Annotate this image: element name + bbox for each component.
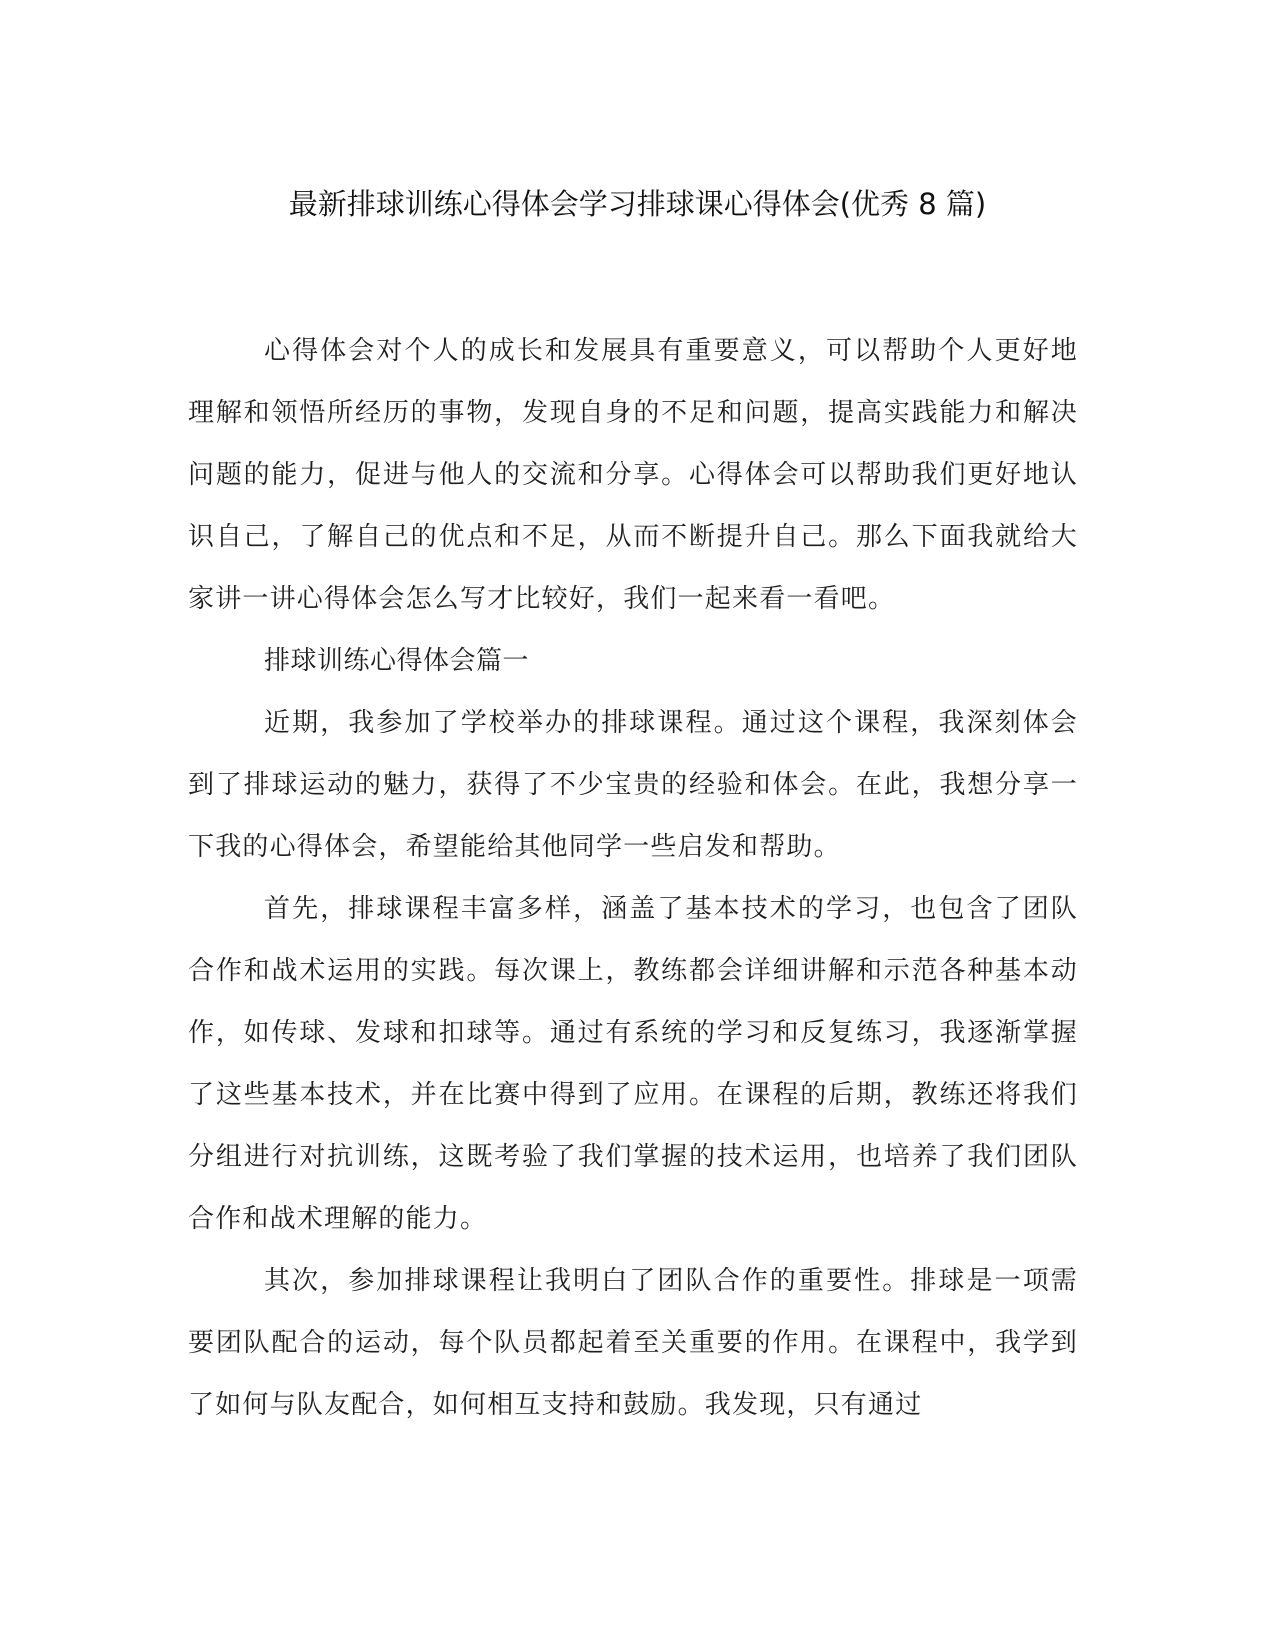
section-heading: 排球训练心得体会篇一 — [264, 646, 530, 676]
body-paragraph: 其次，参加排球课程让我明白了团队合作的重要性。排球是一项需要团队配合的运动，每个队员都起着至关重要的作用。在课程中，我学到了如何与队友配合，如何相互支持和鼓励。我发现，只有通过 — [188, 1266, 1078, 1420]
body-paragraph: 首先，排球课程丰富多样，涵盖了基本技术的学习，也包含了团队合作和战术运用的实践。每次课上，教练都会详细讲解和示范各种基本动作，如传球、发球和扣球等。通过有系统的学习和反复练习，我逐渐掌握了这些基本技术，并在比赛中得到了应用。在课程的后期，教练还将我们分组进行对抗训练，这既考验了我们掌握的技术运用，也培养了我们团队合作和战术理解的能力。 — [188, 894, 1078, 1234]
body-paragraph: 近期，我参加了学校举办的排球课程。通过这个课程，我深刻体会到了排球运动的魅力，获得了不少宝贵的经验和体会。在此，我想分享一下我的心得体会，希望能给其他同学一些启发和帮助。 — [188, 708, 1078, 862]
document-body — [188, 320, 1078, 1436]
intro-paragraph: 心得体会对个人的成长和发展具有重要意义，可以帮助个人更好地理解和领悟所经历的事物，发现自身的不足和问题，提高实践能力和解决问题的能力，促进与他人的交流和分享。心得体会可以帮助我们更好地认识自己，了解自己的优点和不足，从而不断提升自己。那么下面我就给大家讲一讲心得体会怎么写才比较好，我们一起来看一看吧。 — [188, 336, 1078, 614]
document-title: 最新排球训练心得体会学习排球课心得体会(优秀 8 篇) — [288, 187, 987, 221]
